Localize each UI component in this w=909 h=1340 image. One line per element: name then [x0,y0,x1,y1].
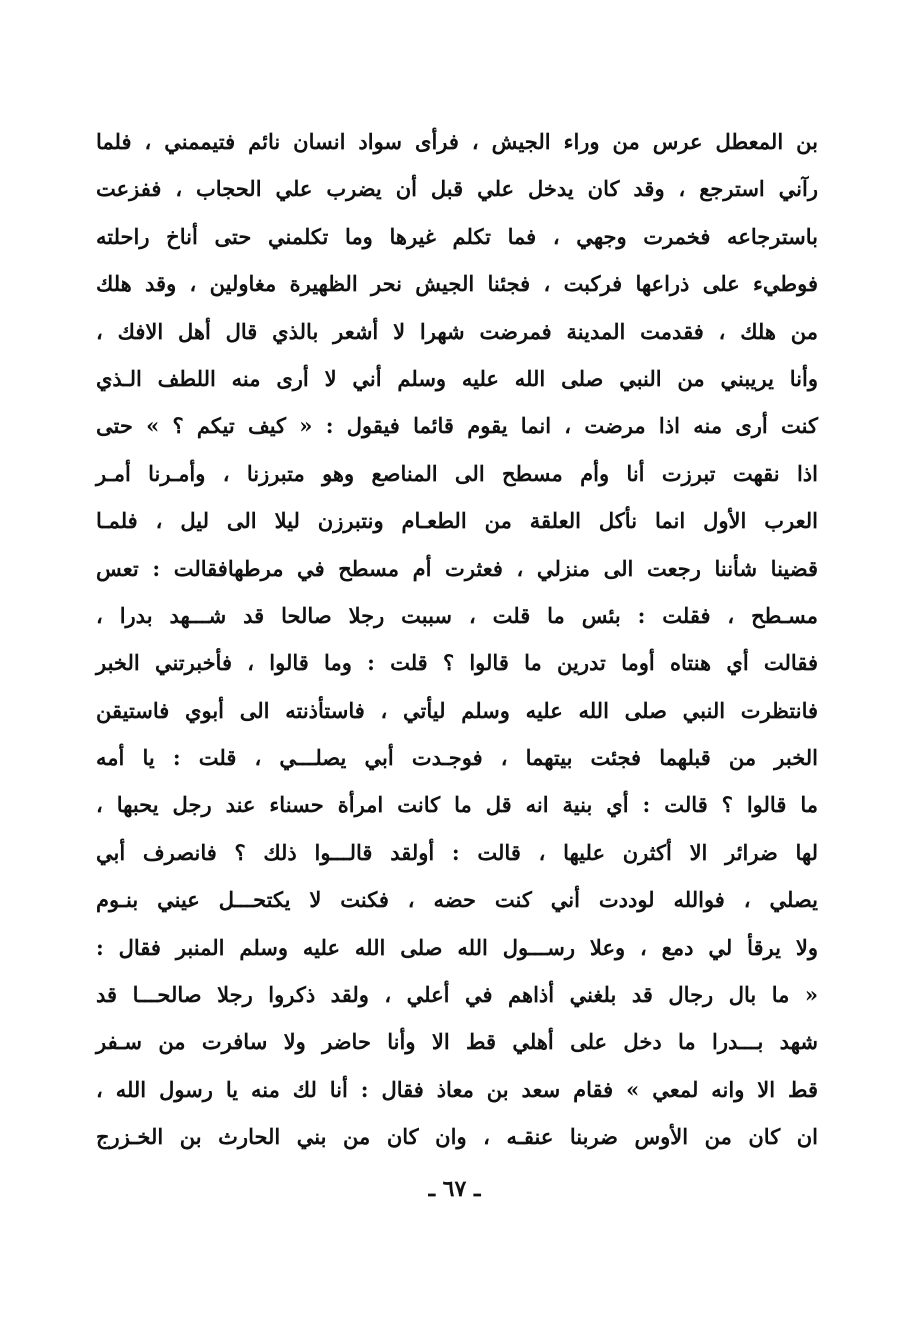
text-line: مسـطح ، فقلت : بئس ما قلت ، سببت رجلا صالحا قد شـــهد بدرا ، [96,602,818,628]
text-line: « ما بال رجال قد بلغني أذاهم في أعلي ، ولقد ذكروا رجلا صالحـــا قد [96,982,818,1008]
text-line: ولا يرقأ لي دمع ، وعلا رســـول الله صلى الله عليه وسلم المنبر فقال : [96,934,818,960]
text-line: اذا نقهت تبرزت أنا وأم مسطح الى المناصع وهو متبرزنا ، وأمـرنا أمـر [96,460,818,486]
text-line: من هلك ، فقدمت المدينة فمرضت شهرا لا أشعر بالذي قال أهل الافك ، [96,318,818,344]
text-line: العرب الأول انما نأكل العلقة من الطعـام ونتبرزن ليلا الى ليل ، فلمـا [96,508,818,534]
text-line: كنت أرى منه اذا مرضت ، انما يقوم قائما فيقول : « كيف تيكم ؟ » حتى [96,413,818,439]
text-line: قضينا شأننا رجعت الى منزلي ، فعثرت أم مسطح في مرطهافقالت : تعس [96,555,818,581]
text-line: باسترجاعه فخمرت وجهي ، فما تكلم غيرها وما تكلمني حتى أناخ راحلته [96,223,818,249]
text-line: فقالت أي هنتاه أوما تدرين ما قالوا ؟ قلت : وما قالوا ، فأخبرتني الخبر [96,650,818,676]
text-line: ان كان من الأوس ضربنا عنقـه ، وان كان من بني الحارث بن الخـزرج [96,1124,818,1150]
text-line: فوطيء على ذراعها فركبت ، فجئنا الجيش نحر الظهيرة مغاولين ، وقد هلك [96,271,818,297]
body-text [96,118,818,1161]
text-line: يصلي ، فوالله لوددت أني كنت حضه ، فكنت لا يكتحـــل عيني بنـوم [96,887,818,913]
text-line: الخبر من قبلهما فجئت بيتهما ، فوجـدت أبي يصلـــي ، قلت : يا أمه [96,745,818,771]
text-line: فانتظرت النبي صلى الله عليه وسلم ليأتي ، فاستأذنته الى أبوي فاستيقن [96,697,818,723]
text-line: بن المعطل عرس من وراء الجيش ، فرأى سواد انسان نائم فتيممني ، فلما [96,129,818,154]
text-line: قط الا وانه لمعي » فقام سعد بن معاذ فقال : أنا لك منه يا رسول الله ، [96,1076,818,1102]
text-line: لها ضرائر الا أكثرن عليها ، قالت : أولقد قالـــوا ذلك ؟ فانصرف أبي [96,839,818,865]
text-line: شهد بـــدرا ما دخل على أهلي قط الا وأنا حاضر ولا سافرت من سـفر [96,1029,818,1055]
text-line: وأنا يريبني من النبي صلى الله عليه وسلم أني لا أرى منه اللطف الـذي [96,365,818,391]
text-line: رآني استرجع ، وقد كان يدخل علي قبل أن يضرب علي الحجاب ، ففزعت [96,176,818,202]
text-line: ما قالوا ؟ قالت : أي بنية انه قل ما كانت امرأة حسناء عند رجل يحبها ، [96,792,818,818]
page-number: ـ ٦٧ ـ [428,1176,481,1202]
